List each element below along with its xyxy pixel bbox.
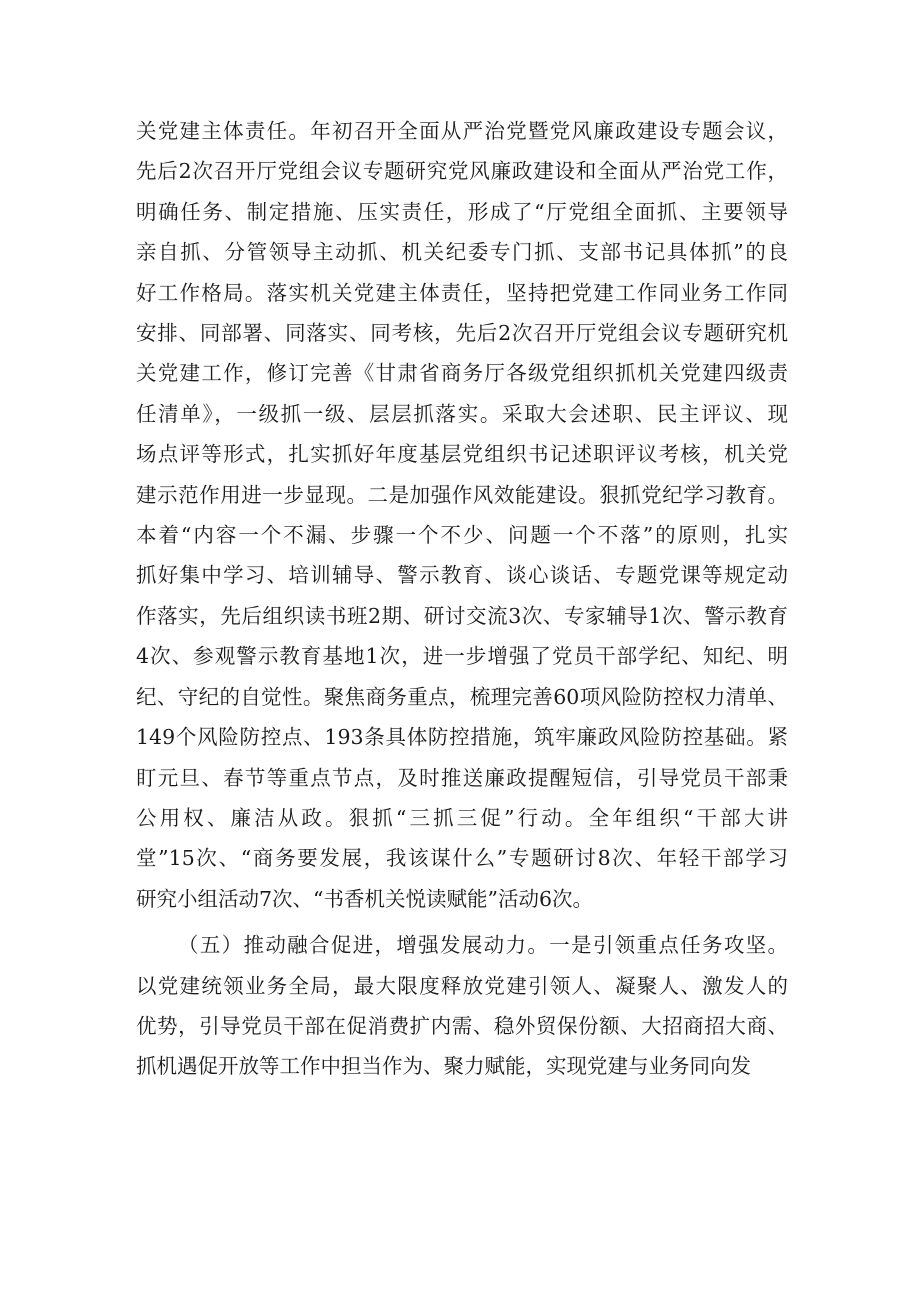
text-line: 亲自抓、分管领导主动抓、机关纪委专门抓、支部书记具体抓”的良 (136, 240, 788, 265)
text-line: 堂”15次、“商务要发展，我该谋什么”专题研讨8次、年轻干部学习 (136, 846, 788, 871)
body-text (136, 111, 788, 1087)
text-line: 以党建统领业务全局，最大限度释放党建引领人、凝聚人、激发人的 (136, 973, 788, 998)
text-line: 本着“内容一个不漏、步骤一个不少、问题一个不落”的原则，扎实 (136, 523, 788, 548)
paragraph-section-five (136, 925, 788, 1087)
text-line: 任清单》，一级抓一级、层层抓落实。采取大会述职、民主评议、现 (136, 401, 788, 426)
text-line: 安排、同部署、同落实、同考核，先后2次召开厅党组会议专题研究机 (136, 321, 788, 346)
text-line: 抓机遇促开放等工作中担当作为、聚力赋能，实现党建与业务同向发 (136, 1054, 751, 1079)
text-line: 先后2次召开厅党组会议专题研究党风廉政建设和全面从严治党工作， (136, 159, 788, 184)
text-line: 关党建工作，修订完善《甘肃省商务厅各级党组织抓机关党建四级责 (136, 361, 788, 386)
text-line: 纪、守纪的自觉性。聚焦商务重点，梳理完善60项风险防控权力清单、 (136, 684, 788, 709)
text-line: 好工作格局。落实机关党建主体责任，坚持把党建工作同业务工作同 (136, 280, 788, 305)
text-line: 盯元旦、春节等重点节点，及时推送廉政提醒短信，引导党员干部秉 (136, 765, 788, 790)
text-line: 作落实，先后组织读书班2期、研讨交流3次、专家辅导1次、警示教育 (136, 603, 788, 628)
text-line: 公用权、廉洁从政。狠抓“三抓三促”行动。全年组织“干部大讲 (136, 805, 788, 830)
text-line: （五）推动融合促进，增强发展动力。一是引领重点任务攻坚。 (178, 933, 788, 958)
text-line: 关党建主体责任。年初召开全面从严治党暨党风廉政建设专题会议， (136, 119, 788, 143)
text-line: 抓好集中学习、培训辅导、警示教育、谈心谈话、专题党课等规定动 (136, 563, 788, 588)
text-line: 优势，引导党员干部在促消费扩内需、稳外贸保份额、大招商招大商、 (136, 1013, 788, 1038)
text-line: 场点评等形式，扎实抓好年度基层党组织书记述职评议考核，机关党 (136, 442, 788, 467)
text-line: 明确任务、制定措施、压实责任，形成了“厅党组全面抓、主要领导 (136, 199, 788, 224)
text-line: 4次、参观警示教育基地1次，进一步增强了党员干部学纪、知纪、明 (136, 644, 788, 669)
text-line: 研究小组活动7次、“书香机关悦读赋能”活动6次。 (136, 886, 594, 911)
text-line: 149个风险防控点、193条具体防控措施，筑牢廉政风险防控基础。紧 (136, 725, 788, 750)
paragraph-party-building-responsibility (136, 111, 788, 919)
text-line: 建示范作用进一步显现。二是加强作风效能建设。狠抓党纪学习教育。 (136, 482, 788, 507)
